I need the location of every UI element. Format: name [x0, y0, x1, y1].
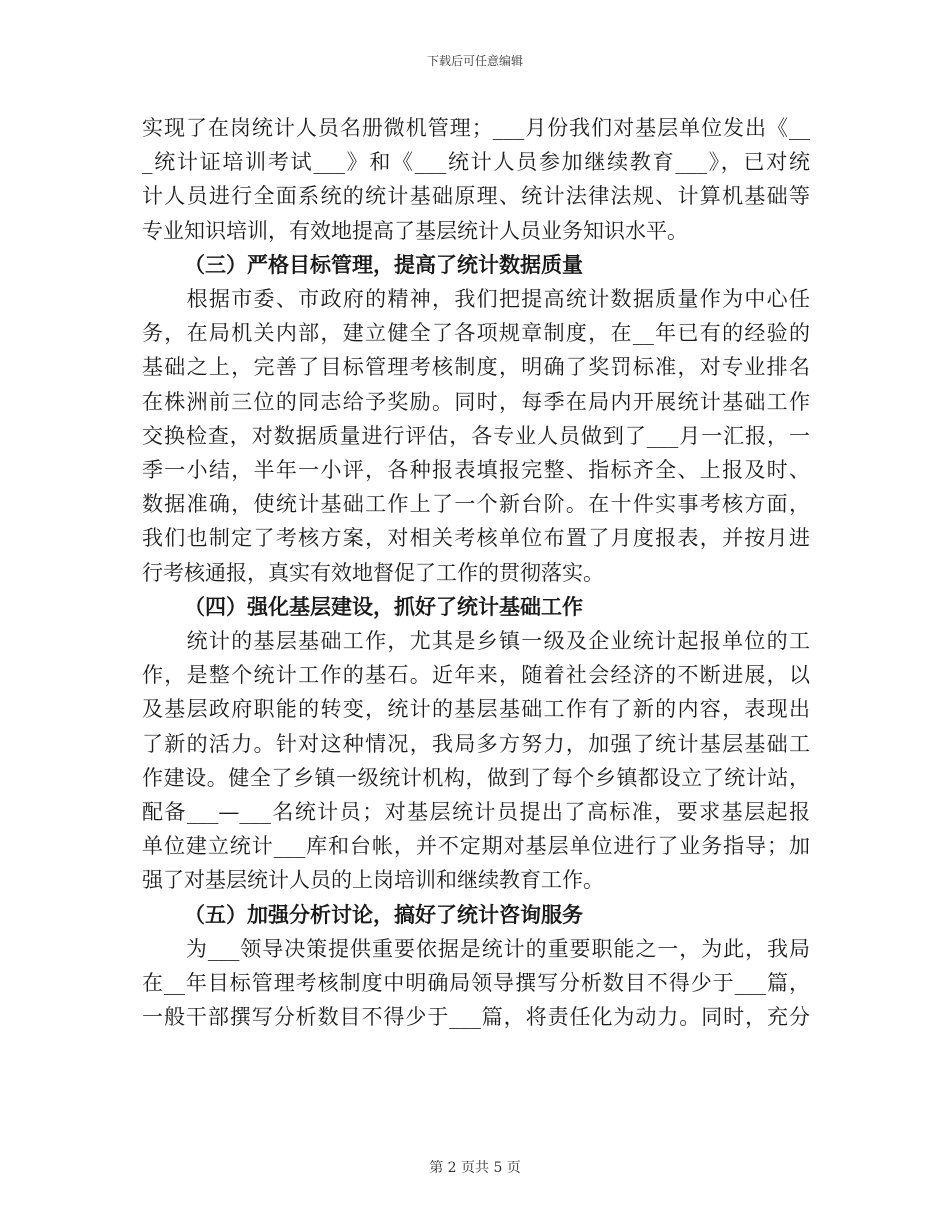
paragraph-line: 基础之上，完善了目标管理考核制度，明确了奖罚标准，对专业排名 — [142, 355, 810, 380]
page-header: 下载后可任意编辑 — [426, 54, 523, 68]
paragraph-line: 单位建立统计___库和台帐，并不定期对基层单位进行了业务指导；加 — [142, 834, 810, 859]
paragraph-line: 我们也制定了考核方案，对相关考核单位布置了月度报表，并按月进 — [142, 526, 810, 551]
paragraph-line: 强了对基层统计人员的上岗培训和继续教育工作。 — [142, 868, 604, 893]
paragraph-line: 配备___—___名统计员；对基层统计员提出了高标准，要求基层起报 — [142, 800, 810, 825]
paragraph-line: 及基层政府职能的转变，统计的基层基础工作有了新的内容，表现出 — [142, 697, 810, 722]
paragraph-line: 在__年目标管理考核制度中明确局领导撰写分析数目不得少于___篇， — [142, 971, 810, 996]
paragraph-line: 实现了在岗统计人员名册微机管理；___月份我们对基层单位发出《__ — [142, 116, 810, 140]
paragraph-line: 数据准确，使统计基础工作上了一个新台阶。在十件实事考核方面， — [142, 492, 810, 517]
paragraph-line: _统计证培训考试___》和《___统计人员参加继续教育___》，已对统 — [142, 150, 810, 175]
section-heading: （五）加强分析讨论，搞好了统计咨询服务 — [184, 901, 583, 927]
paragraph-line: 专业知识培训，有效地提高了基层统计人员业务知识水平。 — [142, 218, 688, 243]
paragraph — [142, 624, 810, 898]
paragraph — [142, 111, 810, 248]
paragraph-line: 为___领导决策提供重要依据是统计的重要职能之一，为此，我局 — [142, 936, 810, 961]
paragraph-line: 行考核通报，真实有效地督促了工作的贯彻落实。 — [142, 560, 604, 585]
section-heading: （四）强化基层建设，抓好了统计基础工作 — [184, 593, 583, 619]
paragraph-line: 在株洲前三位的同志给予奖励。同时，每季在局内开展统计基础工作 — [142, 389, 810, 414]
paragraph-line: 计人员进行全面系统的统计基础原理、统计法律法规、计算机基础等 — [142, 184, 810, 209]
page-footer: 第 2 页共 5 页 — [429, 1160, 521, 1176]
paragraph-line: 了新的活力。针对这种情况，我局多方努力，加强了统计基层基础工 — [142, 731, 810, 756]
section-heading: （三）严格目标管理，提高了统计数据质量 — [184, 251, 583, 277]
paragraph-line: 季一小结，半年一小评，各种报表填报完整、指标齐全、上报及时、 — [142, 458, 810, 483]
paragraph-line: 作，是整个统计工作的基石。近年来，随着社会经济的不断进展，以 — [142, 663, 810, 688]
paragraph-line: 交换检查，对数据质量进行评估，各专业人员做到了___月一汇报，一 — [142, 423, 810, 448]
paragraph-line: 统计的基层基础工作，尤其是乡镇一级及企业统计起报单位的工 — [142, 629, 810, 654]
paragraph-line: 务，在局机关内部，建立健全了各项规章制度，在__年已有的经验的 — [142, 321, 810, 346]
paragraph — [142, 282, 810, 590]
document-body — [142, 111, 810, 1034]
paragraph — [142, 932, 810, 1035]
paragraph-line: 根据市委、市政府的精神，我们把提高统计数据质量作为中心任 — [142, 287, 810, 312]
paragraph-line: 一般干部撰写分析数目不得少于___篇，将责任化为动力。同时，充分 — [142, 1005, 810, 1030]
paragraph-line: 作建设。健全了乡镇一级统计机构，做到了每个乡镇都设立了统计站， — [142, 765, 810, 790]
